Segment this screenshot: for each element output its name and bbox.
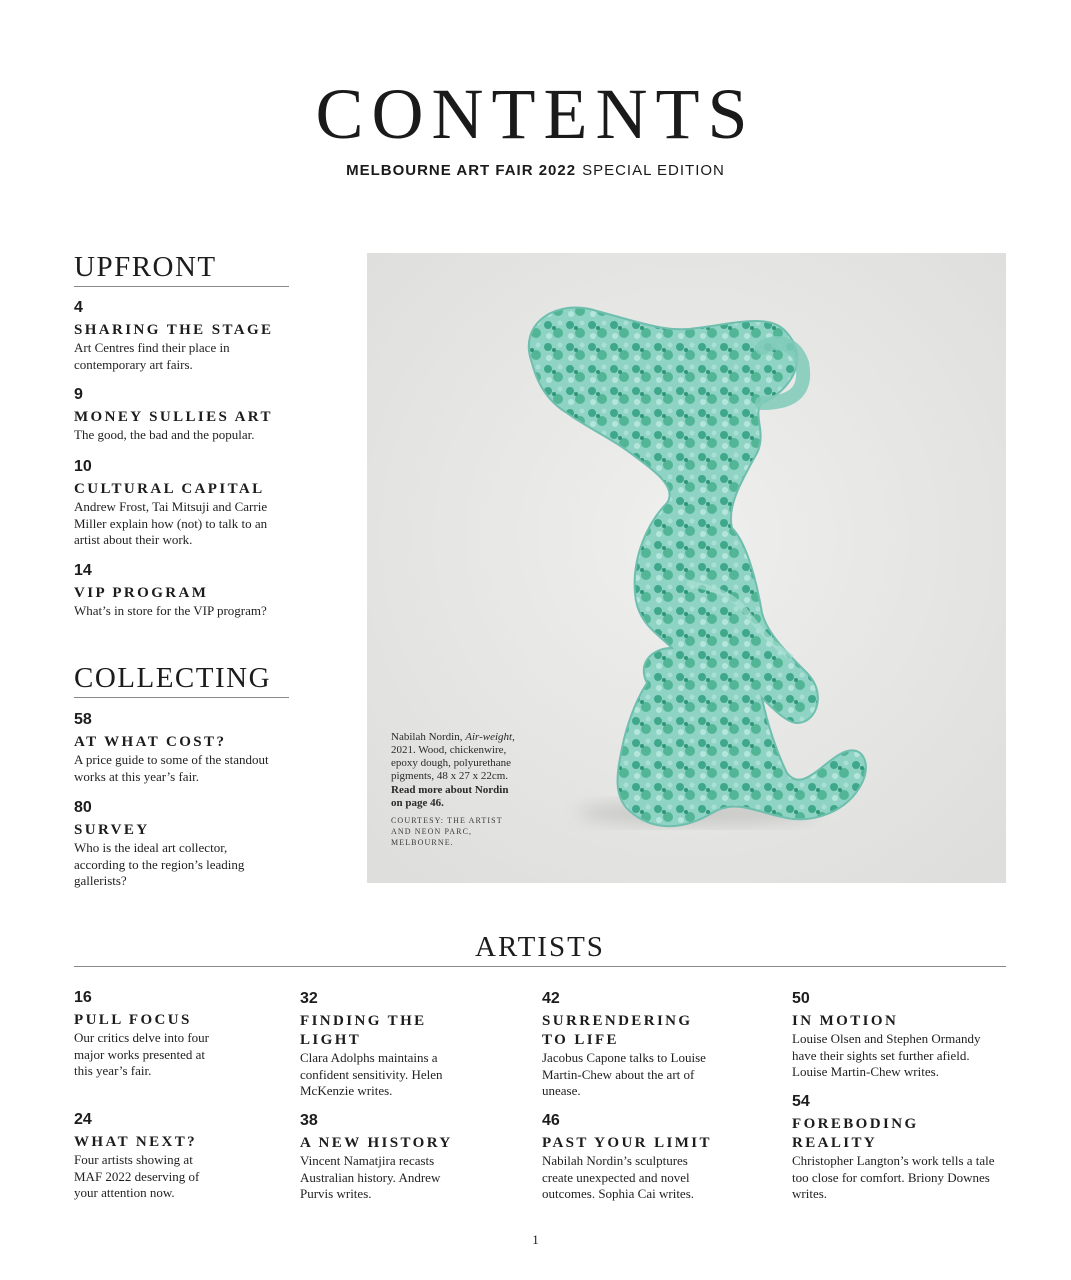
toc-entry[interactable] [74, 386, 294, 444]
toc-page-number: 14 [74, 562, 92, 579]
edition-type: SPECIAL EDITION [582, 162, 725, 179]
section-heading-collecting: COLLECTING [74, 664, 289, 698]
toc-entry-title: PULL FOCUS [74, 1012, 192, 1028]
toc-entry-description: Art Centres find their place in contemporary art fairs. [74, 340, 230, 372]
caption-work-title: Air-weight [465, 731, 513, 743]
toc-entry-title: A NEW HISTORY [300, 1135, 453, 1151]
toc-entry-title: WHAT NEXT? [74, 1134, 198, 1150]
toc-page-number: 4 [74, 299, 83, 316]
toc-page-number: 9 [74, 386, 83, 403]
toc-entry[interactable] [74, 799, 294, 890]
toc-page-number: 42 [542, 990, 560, 1007]
caption-credit: COURTESY: THE ARTIST AND NEON PARC, MELBOURNE. [391, 816, 503, 847]
toc-entry-title: FINDING THE LIGHT [300, 1013, 427, 1048]
toc-entry[interactable] [74, 989, 274, 1080]
caption-details: , 2021. Wood, chickenwire, epoxy dough, polyurethane pigments, 48 x 27 x 22cm. [391, 731, 515, 782]
section-heading-artists: ARTISTS [74, 933, 1006, 967]
toc-entry[interactable] [74, 299, 294, 373]
toc-entry-title: CULTURAL CAPITAL [74, 481, 265, 497]
toc-entry-description: Andrew Frost, Tai Mitsuji and Carrie Miller explain how (not) to talk to an artist about their work. [74, 499, 268, 547]
caption-read-more: Read more about Nordin on page 46. [391, 784, 509, 809]
toc-entry-title: VIP PROGRAM [74, 585, 209, 601]
toc-page-number: 16 [74, 989, 92, 1006]
toc-page-number: 10 [74, 458, 92, 475]
toc-entry[interactable] [74, 562, 299, 620]
toc-entry-description: The good, the bad and the popular. [74, 427, 255, 442]
caption-artist: Nabilah Nordin, [391, 731, 463, 743]
page-title: CONTENTS [315, 74, 756, 154]
toc-entry[interactable] [792, 990, 1007, 1081]
toc-entry-description: Four artists showing at MAF 2022 deserving of your attention now. [74, 1152, 200, 1200]
toc-entry[interactable] [74, 458, 294, 549]
toc-entry-title: SURRENDERING TO LIFE [542, 1013, 693, 1048]
toc-entry-description: Christopher Langton’s work tells a tale too close for comfort. Briony Downes writes. [792, 1153, 995, 1201]
toc-entry-title: SHARING THE STAGE [74, 322, 274, 338]
toc-page-number: 50 [792, 990, 810, 1007]
toc-entry-description: Our critics delve into four major works presented at this year’s fair. [74, 1030, 210, 1078]
toc-entry-title: SURVEY [74, 822, 150, 838]
toc-entry-title: AT WHAT COST? [74, 734, 227, 750]
page-number: 1 [532, 1232, 539, 1247]
toc-entry[interactable] [792, 1093, 1007, 1203]
toc-entry[interactable] [74, 1111, 274, 1202]
toc-entry-description: A price guide to some of the standout works at this year’s fair. [74, 752, 269, 784]
toc-entry-description: Louise Olsen and Stephen Ormandy have their sights set further afield. Louise Martin-Chew writes. [792, 1031, 981, 1079]
toc-entry-description: Nabilah Nordin’s sculptures create unexpected and novel outcomes. Sophia Cai writes. [542, 1153, 695, 1201]
toc-entry-description: Vincent Namatjira recasts Australian history. Andrew Purvis writes. [300, 1153, 441, 1201]
toc-page-number: 24 [74, 1111, 92, 1128]
photo-caption [391, 731, 519, 848]
toc-entry-title: MONEY SULLIES ART [74, 409, 273, 425]
toc-entry-description: Who is the ideal art collector, according to the region’s leading gallerists? [74, 840, 245, 888]
toc-entry-description: Jacobus Capone talks to Louise Martin-Chew about the art of unease. [542, 1050, 706, 1098]
toc-page-number: 38 [300, 1112, 318, 1129]
toc-page-number: 58 [74, 711, 92, 728]
toc-page-number: 32 [300, 990, 318, 1007]
toc-entry-description: What’s in store for the VIP program? [74, 603, 267, 618]
toc-entry-title: IN MOTION [792, 1013, 899, 1029]
sculpture-photo [367, 253, 1006, 883]
section-heading-upfront: UPFRONT [74, 253, 289, 287]
toc-entry[interactable] [74, 711, 294, 785]
toc-entry[interactable] [300, 1112, 490, 1203]
toc-entry-title: PAST YOUR LIMIT [542, 1135, 712, 1151]
edition-subtitle [0, 162, 1071, 179]
toc-entry[interactable] [300, 990, 490, 1100]
toc-page-number: 80 [74, 799, 92, 816]
toc-entry-description: Clara Adolphs maintains a confident sensitivity. Helen McKenzie writes. [300, 1050, 443, 1098]
toc-entry[interactable] [542, 1112, 732, 1203]
edition-name: MELBOURNE ART FAIR 2022 [346, 162, 577, 179]
toc-entry[interactable] [542, 990, 732, 1100]
toc-page-number: 54 [792, 1093, 810, 1110]
toc-entry-title: FOREBODING REALITY [792, 1116, 919, 1151]
toc-page-number: 46 [542, 1112, 560, 1129]
